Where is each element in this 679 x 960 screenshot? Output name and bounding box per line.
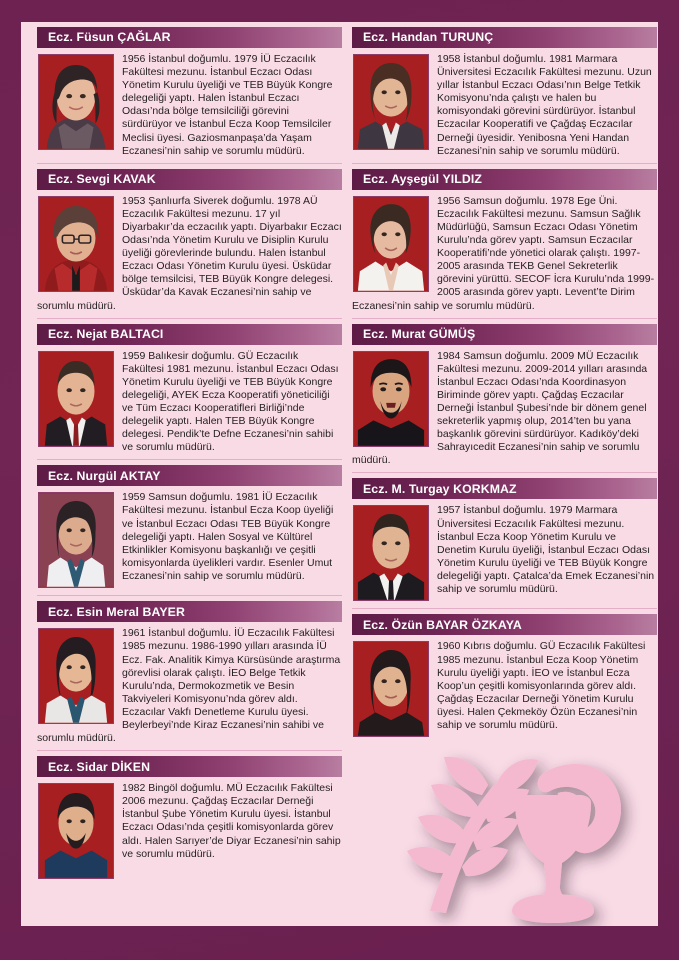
bio-entry xyxy=(37,163,342,313)
bio-entry xyxy=(352,163,657,313)
entry-divider xyxy=(352,163,657,164)
entry-divider xyxy=(37,163,342,164)
bio-columns xyxy=(21,22,658,886)
entry-divider xyxy=(352,608,657,609)
bio-body xyxy=(352,504,657,603)
bio-name: Ecz. M. Turgay KORKMAZ xyxy=(363,481,517,496)
bio-entry xyxy=(37,750,342,881)
bio-entry xyxy=(37,595,342,745)
bio-body xyxy=(352,350,657,468)
bio-body xyxy=(37,782,342,881)
right-column xyxy=(352,27,657,886)
bio-text: 1956 Samsun doğumlu. 1978 Ege Üni. Eczacılık Fakültesi mezunu. Samsun Sağlık Müdürlüğü, Samsun Eczacı Odası Yönetim Kurulu’nda görev yaptı. Samsun Eczacılar Kooperatifi’nde yönetici olarak çalıştı. 1997-2005 arasında TEKB Genel Sekreterlik görevini yürüttü. SECOF İcra Kurulu’nda 1999-2005 arasında görev yaptı. Levent’te Dirim Eczanesi’nin sahip ve sorumlu müdürü. xyxy=(352,194,655,312)
bio-title-bar xyxy=(37,465,342,486)
bio-entry xyxy=(37,318,342,455)
bio-entry xyxy=(37,459,342,590)
bio-name: Ecz. Handan TURUNÇ xyxy=(363,30,494,45)
bio-title-bar xyxy=(37,169,342,190)
bio-name: Ecz. Nurgül AKTAY xyxy=(48,468,161,483)
bio-photo xyxy=(38,492,114,588)
bio-title-bar xyxy=(37,27,342,48)
bio-body xyxy=(352,640,657,739)
bio-text: 1961 İstanbul doğumlu. İÜ Eczacılık Fakültesi 1985 mezunu. 1986-1990 yılları arasında İÜ Ecz. Fak. Analitik Kimya Kürsüsünde araştırma görevlisi olarak çalıştı. İEO Belge Tetkik Kurulu’nda, Dermokozmetik ve Besin Takviyeleri Komisyonu’nda görev aldı. Eczacılar Vakfı Denetleme Kurulu üyesi. Beylerbeyi’nde Kiraz Eczanesi’nin sahibi ve sorumlu müdürü. xyxy=(37,627,341,745)
bio-entry xyxy=(352,472,657,603)
bio-entry xyxy=(352,608,657,739)
bio-photo xyxy=(38,628,114,724)
bio-photo xyxy=(353,351,429,447)
bio-name: Ecz. Füsun ÇAĞLAR xyxy=(48,30,171,45)
bio-photo xyxy=(353,505,429,601)
bio-title-bar xyxy=(352,169,657,190)
bio-name: Ecz. Esin Meral BAYER xyxy=(48,604,185,619)
bio-entry xyxy=(352,318,657,468)
bio-body xyxy=(37,491,342,590)
bio-title-bar xyxy=(37,324,342,345)
bio-title-bar xyxy=(352,27,657,48)
bio-photo xyxy=(353,196,429,292)
bio-photo xyxy=(38,196,114,292)
entry-divider xyxy=(352,318,657,319)
bio-text: 1956 İstanbul doğumlu. 1979 İÜ Eczacılık Fakültesi mezunu. İstanbul Eczacı Odası Yönetim Kurulu üyeliği ve TEB Büyük Kongre delegeliği yaptı. Halen İstanbul Eczacı Odası’nda bölge temsilciliği görevini sürdürüyor ve İstanbul Ecza Koop Temsilciler Meclisi üyesi. Gaziosmanpaşa’da Yaşam Eczanesi’nin sahip ve sorumlu müdürü. xyxy=(122,53,333,157)
bio-body xyxy=(37,195,342,313)
page-sheet xyxy=(21,22,658,926)
bio-title-bar xyxy=(352,614,657,635)
entry-divider xyxy=(37,750,342,751)
bio-name: Ecz. Sidar DİKEN xyxy=(48,759,151,774)
entry-divider xyxy=(37,595,342,596)
bio-name: Ecz. Özün BAYAR ÖZKAYA xyxy=(363,617,522,632)
bio-body xyxy=(37,627,342,745)
bio-photo xyxy=(38,54,114,150)
bio-body xyxy=(352,195,657,313)
bio-photo xyxy=(353,54,429,150)
bio-entry xyxy=(352,27,657,158)
bio-name: Ecz. Murat GÜMÜŞ xyxy=(363,326,476,341)
bio-photo xyxy=(38,783,114,879)
entry-divider xyxy=(37,459,342,460)
bio-text: 1957 İstanbul doğumlu. 1979 Marmara Üniversitesi Eczacılık Fakültesi mezunu. İstanbul Ecza Koop Yönetim Kurulu ve Denetim Kurulu üyeliği, İstanbul Eczacı Odası Yönetim Kurulu üyeliği ve TEB Büyük Kongre delegeliği yaptı. Çatalca’da Emek Eczanesi’nin sahip ve sorumlu müdürü. xyxy=(437,504,655,595)
bio-photo xyxy=(353,641,429,737)
bio-name: Ecz. Ayşegül YILDIZ xyxy=(363,172,482,187)
bio-name: Ecz. Nejat BALTACI xyxy=(48,326,164,341)
entry-divider xyxy=(37,318,342,319)
bio-name: Ecz. Sevgi KAVAK xyxy=(48,172,156,187)
bio-title-bar xyxy=(37,601,342,622)
bio-entry xyxy=(37,27,342,158)
left-column xyxy=(37,27,342,886)
bio-body xyxy=(37,53,342,158)
bio-text: 1982 Bingöl doğumlu. MÜ Eczacılık Fakültesi 2006 mezunu. Çağdaş Eczacılar Derneği İstanbul Şube Yönetim Kurulu üyesi. İstanbul Eczacı Odası’nda çeşitli komisyonlarda görev aldı. Halen Sarıyer’de Diyar Eczanesi’nin sahip ve sorumlu müdürü. xyxy=(122,782,341,860)
bio-text: 1960 Kıbrıs doğumlu. GÜ Eczacılık Fakültesi 1985 mezunu. İstanbul Ecza Koop Yönetim Kurulu üyeliği yaptı. İEO ve İstanbul Ecza Koop’un çeşitli komisyonlarında görev aldı. Çağdaş Eczacılar Derneği Yönetim Kurulu üyesi. Halen Çekmeköy Özün Eczanesi’nin sahip ve sorumlu müdürü. xyxy=(437,640,646,731)
bio-photo xyxy=(38,351,114,447)
bio-title-bar xyxy=(352,324,657,345)
bio-text: 1953 Şanlıurfa Siverek doğumlu. 1978 AÜ Eczacılık Fakültesi mezunu. 17 yıl Diyarbakır’da eczacılık yaptı. Diyarbakır Eczacı Odası’nda Yönetim Kurulu ve Disiplin Kurulu üyeliği görevlerinde bulundu. Halen İstanbul Eczacı Odası Yönetim Kurulu üyesi. Üsküdar bölge temsilcisi, TEB Büyük Kongre delegesi. Üsküdar’da Kavak Eczanesi’nin sahip ve sorumlu müdürü. xyxy=(37,194,342,312)
bio-text: 1959 Balıkesir doğumlu. GÜ Eczacılık Fakültesi 1981 mezunu. İstanbul Eczacı Odası Yönetim Kurulu üyeliği ve TEB Büyük Kongre delegeliği, AYEK Ecza Kooperatifi yöneticiliği ve Tüm Eczacı Kooperatifleri Birliği’nde delegelik yaptı. Halen TEB Büyük Kongre delegesi. Pendik’te Defne Eczanesi’nin sahibi ve sorumlu müdürü. xyxy=(122,349,339,454)
bio-title-bar xyxy=(352,478,657,499)
bio-title-bar xyxy=(37,756,342,777)
bio-text: 1959 Samsun doğumlu. 1981 İÜ Eczacılık Fakültesi mezunu. İstanbul Ecza Koop üyeliği ve İstanbul Eczacı Odası TEB Büyük Kongre delegeliği yaptı. Halen Sosyal ve Kültürel Etkinlikler Komisyonu başkanlığı ve çeşitli komisyonlarda üyelikleri vardır. Esenler Umut Eczanesi’nin sahip ve sorumlu müdürü. xyxy=(122,491,334,582)
bio-text: 1958 İstanbul doğumlu. 1981 Marmara Üniversitesi Eczacılık Fakültesi mezunu. Uzun yıllar İstanbul Eczacı Odası’nın Belge Tetkik Komisyonu’nda çalıştı ve halen bu komisyondaki görevini sürdürüyor. İstanbul Eczacılar Kooperatifi ve Çağdaş Eczacılar Derneği üyesidir. Yenibosna Yeni Handan Eczanesi’nin sahip ve sorumlu müdürü. xyxy=(437,53,652,157)
entry-divider xyxy=(352,472,657,473)
bio-body xyxy=(352,53,657,158)
bio-body xyxy=(37,350,342,455)
bio-text: 1984 Samsun doğumlu. 2009 MÜ Eczacılık Fakültesi mezunu. 2009-2014 yılları arasında İstanbul Eczacı Odası’nda Koordinasyon Biriminde görev yaptı. Çağdaş Eczacılar Derneği İstanbul Şubesi’nde bir dönem genel sekreterlik yapmış olup, 2014’ten bu yana başkanlık görevini sürdürüyor. Kadıköy’deki Sahrayıcedit Eczanesi’nin sahip ve sorumlu müdürü. xyxy=(352,349,648,467)
